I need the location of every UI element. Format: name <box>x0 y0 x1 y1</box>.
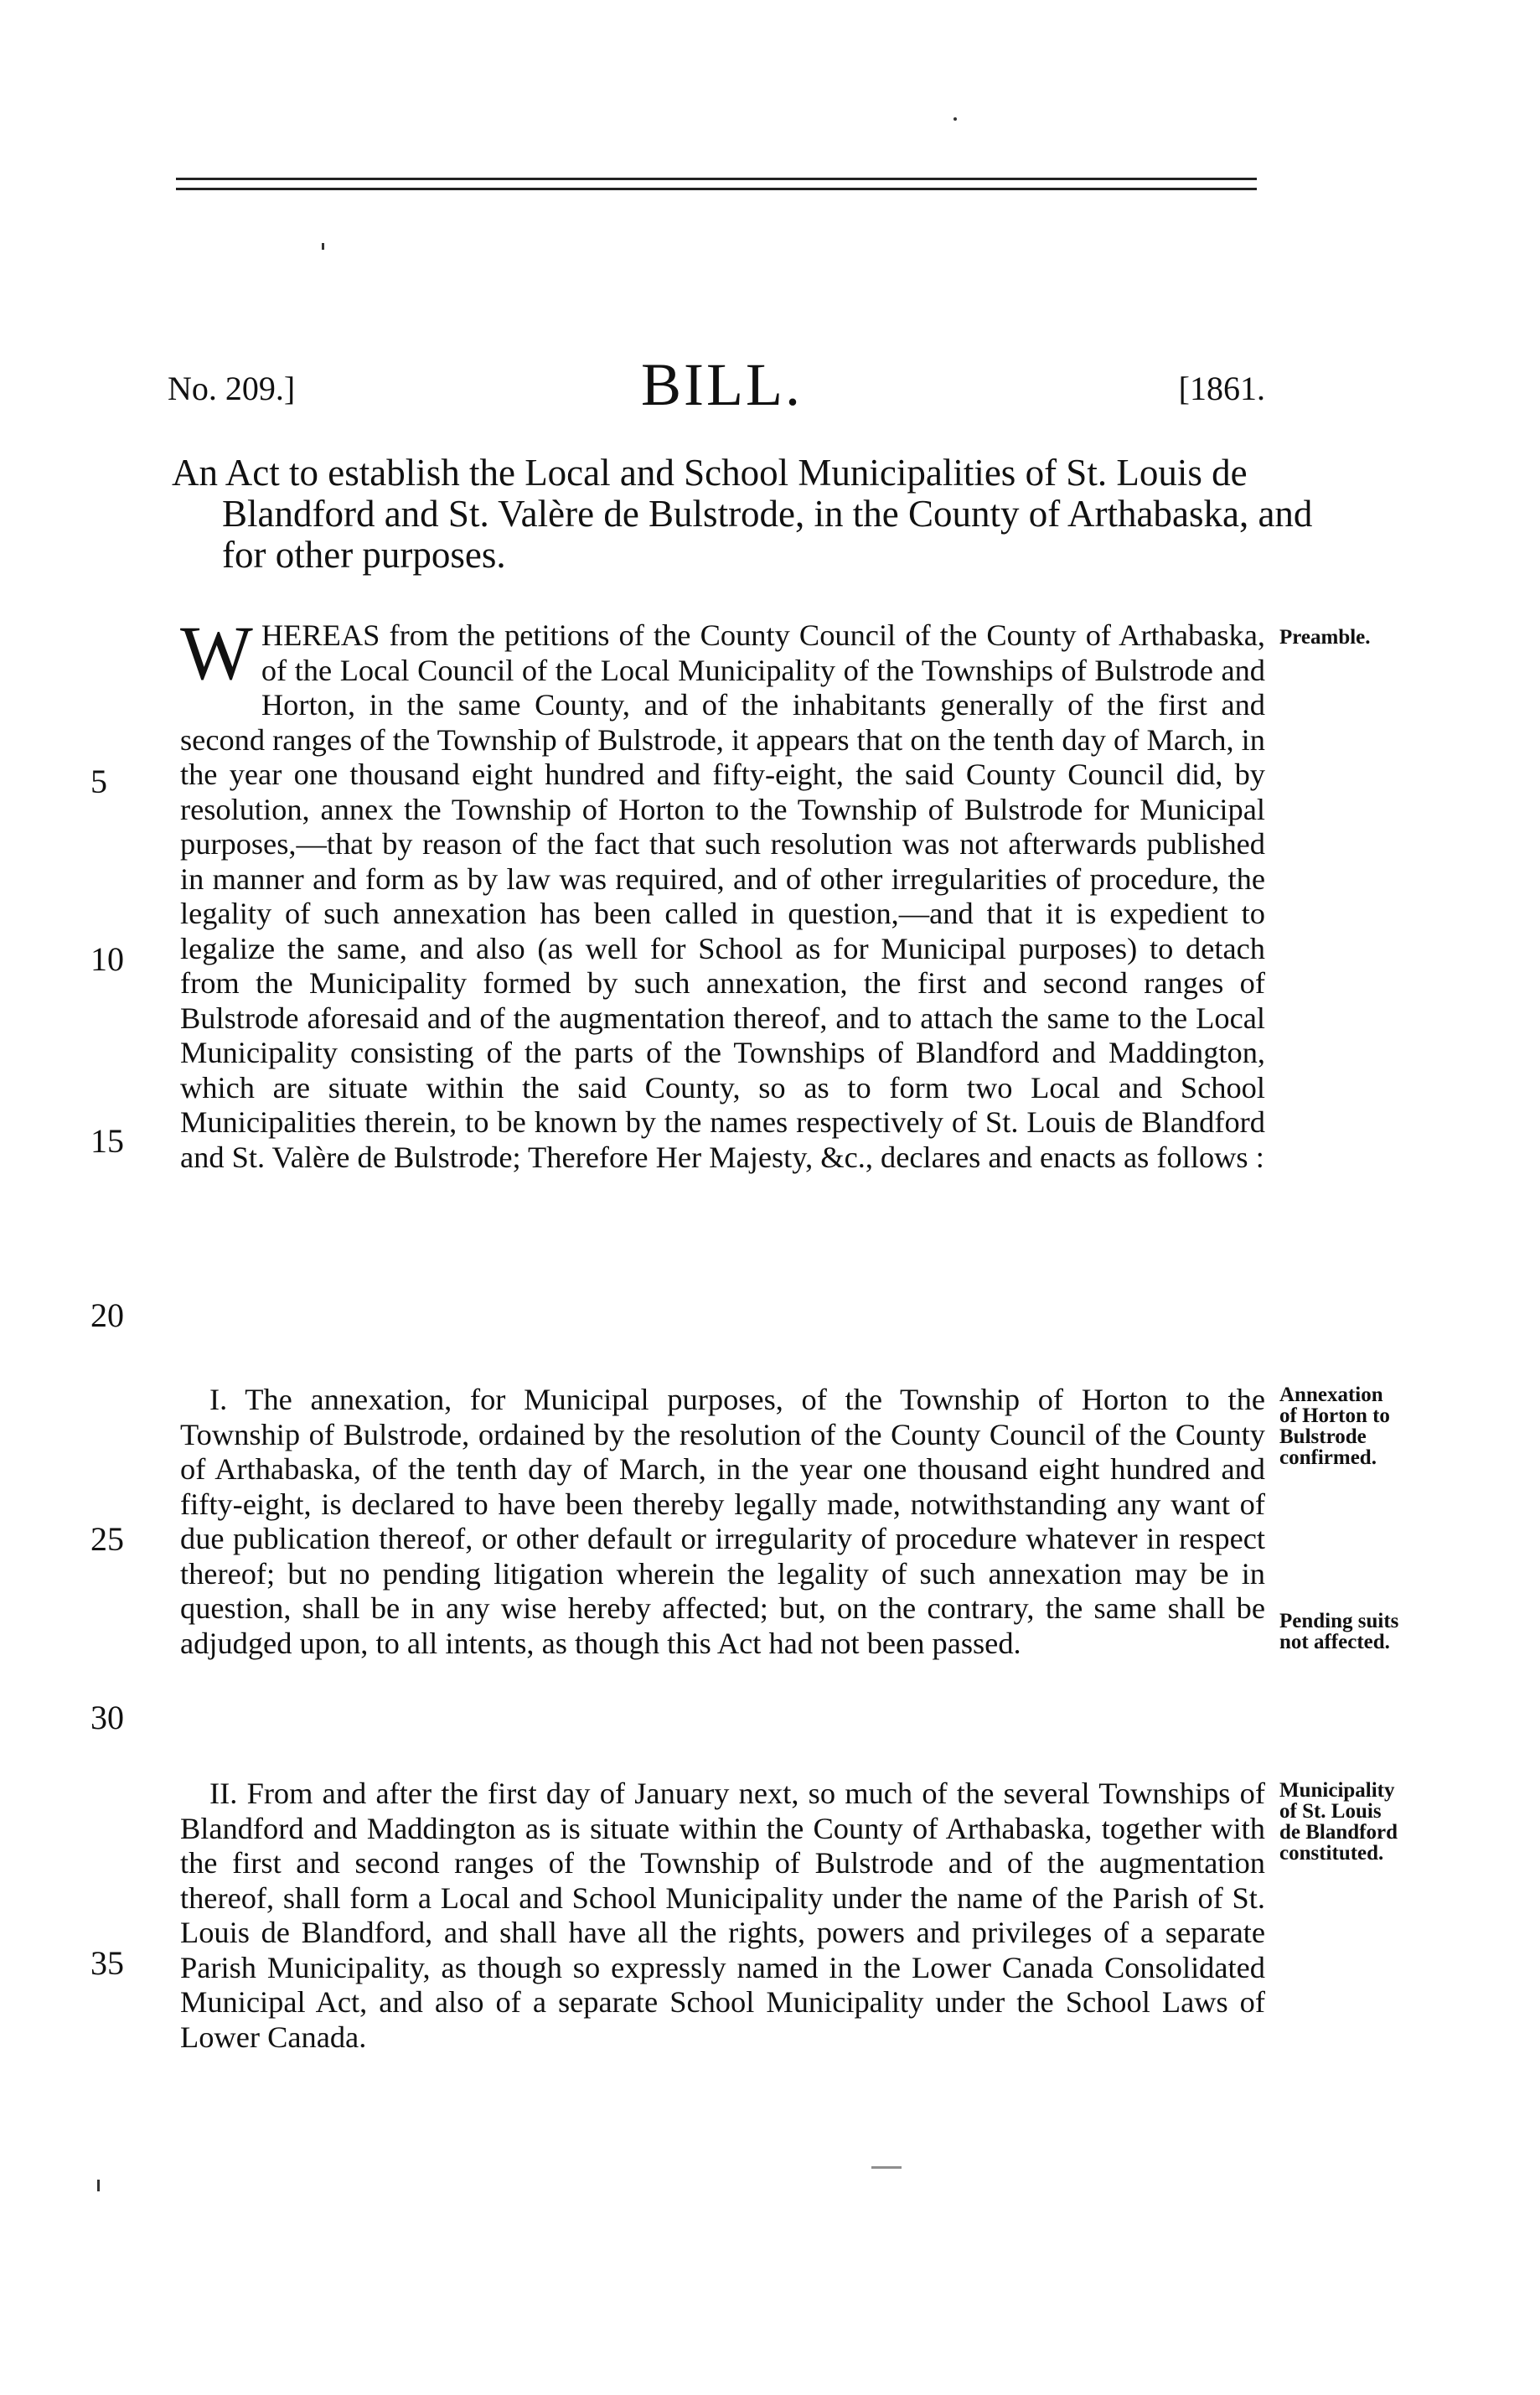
bill-heading: BILL. <box>641 351 803 418</box>
line-number: 15 <box>90 1122 124 1160</box>
print-speck <box>953 117 957 121</box>
margin-note-municipality: Municipality of St. Louis de Blandford constituted. <box>1279 1779 1398 1865</box>
margin-note-preamble: Preamble. <box>1279 626 1371 649</box>
preamble-dropcap: W <box>180 610 253 696</box>
act-title: An Act to establish the Local and School Municipalities of St. Louis de Blandford and St. Valère de Bulstrode, in the County of Arthabaska, and for other purposes. <box>172 452 1313 576</box>
bill-number: No. 209.] <box>168 370 296 407</box>
section-2-text: II. From and after the first day of January next, so much of the several Townships of Blandford and Maddington as is situate within the County of Arthabaska, together with the first and second ranges of the Township of Bulstrode and of the augmentation thereof, shall form a Local and School Municipality under the name of the Parish of St. Louis de Blandford, and shall have all the rights, powers and privileges of a separate Parish Municipality, as though so expressly named in the Lower Canada Consolidated Municipal Act, and also of a separate School Municipality under the School Laws of Lower Canada. <box>180 1777 1265 2054</box>
line-number: 20 <box>90 1296 124 1334</box>
bill-year: [1861. <box>1178 370 1265 407</box>
print-speck <box>97 2180 100 2191</box>
line-number: 25 <box>90 1520 124 1558</box>
margin-note-annexation: Annexation of Horton to Bulstrode confirmed. <box>1279 1384 1390 1469</box>
bill-header <box>168 352 1265 427</box>
preamble-body: HEREAS from the petitions of the County Council of the County of Arthabaska, of the Local Council of the Local Municipality of the Townships of Bulstrode and Horton, in the same County, and of the inhabitants generally of the first and second ranges of the Township of Bulstrode, it appears that on the tenth day of March, in the year one thousand eight hundred and fifty-eight, the said County Council did, by resolution, annex the Township of Horton to the Township of Bulstrode for Municipal purposes,—that by reason of the fact that such resolution was not afterwards published in manner and form as by law was required, and of other irregularities of procedure, the legality of such annexation has been called in question,—and that it is expedient to legalize the same, and also (as well for School as for Municipal purposes) to detach from the Municipality formed by such annexation, the first and second ranges of Bulstrode aforesaid and of the augmentation thereof, and to attach the same to the Local Municipality consisting of the parts of the Townships of Blandford and Maddington, which are situate within the said County, so as to form two Local and School Municipalities therein, to be known by the names respectively of St. Louis de Blandford and St. Valère de Bulstrode; Therefore Her Majesty, &c., declares and enacts as follows : <box>180 618 1265 1174</box>
top-rule-1 <box>176 178 1257 180</box>
section-1-text: I. The annexation, for Municipal purposes, of the Township of Horton to the Township of Bulstrode, ordained by the resolution of the County Council of the County of Arthabaska, of the tenth day of March, in the year one thousand eight hundred and fifty-eight, is declared to have been thereby legally made, notwithstanding any want of due publication thereof, or other default or irregularity of procedure whatever in respect thereof; but no pending litigation wherein the legality of such annexation may be in question, shall be in any wise hereby affected; but, on the contrary, the same shall be adjudged upon, to all intents, as though this Act had not been passed. <box>180 1383 1265 1660</box>
print-speck <box>322 243 324 250</box>
line-number: 35 <box>90 1944 124 1982</box>
line-number: 30 <box>90 1699 124 1736</box>
print-speck <box>871 2166 902 2169</box>
top-rule-2 <box>176 188 1257 190</box>
line-number: 5 <box>90 763 107 800</box>
margin-note-pending-suits: Pending suits not affected. <box>1279 1610 1399 1653</box>
preamble-text <box>180 610 1265 1175</box>
line-number: 10 <box>90 940 124 978</box>
